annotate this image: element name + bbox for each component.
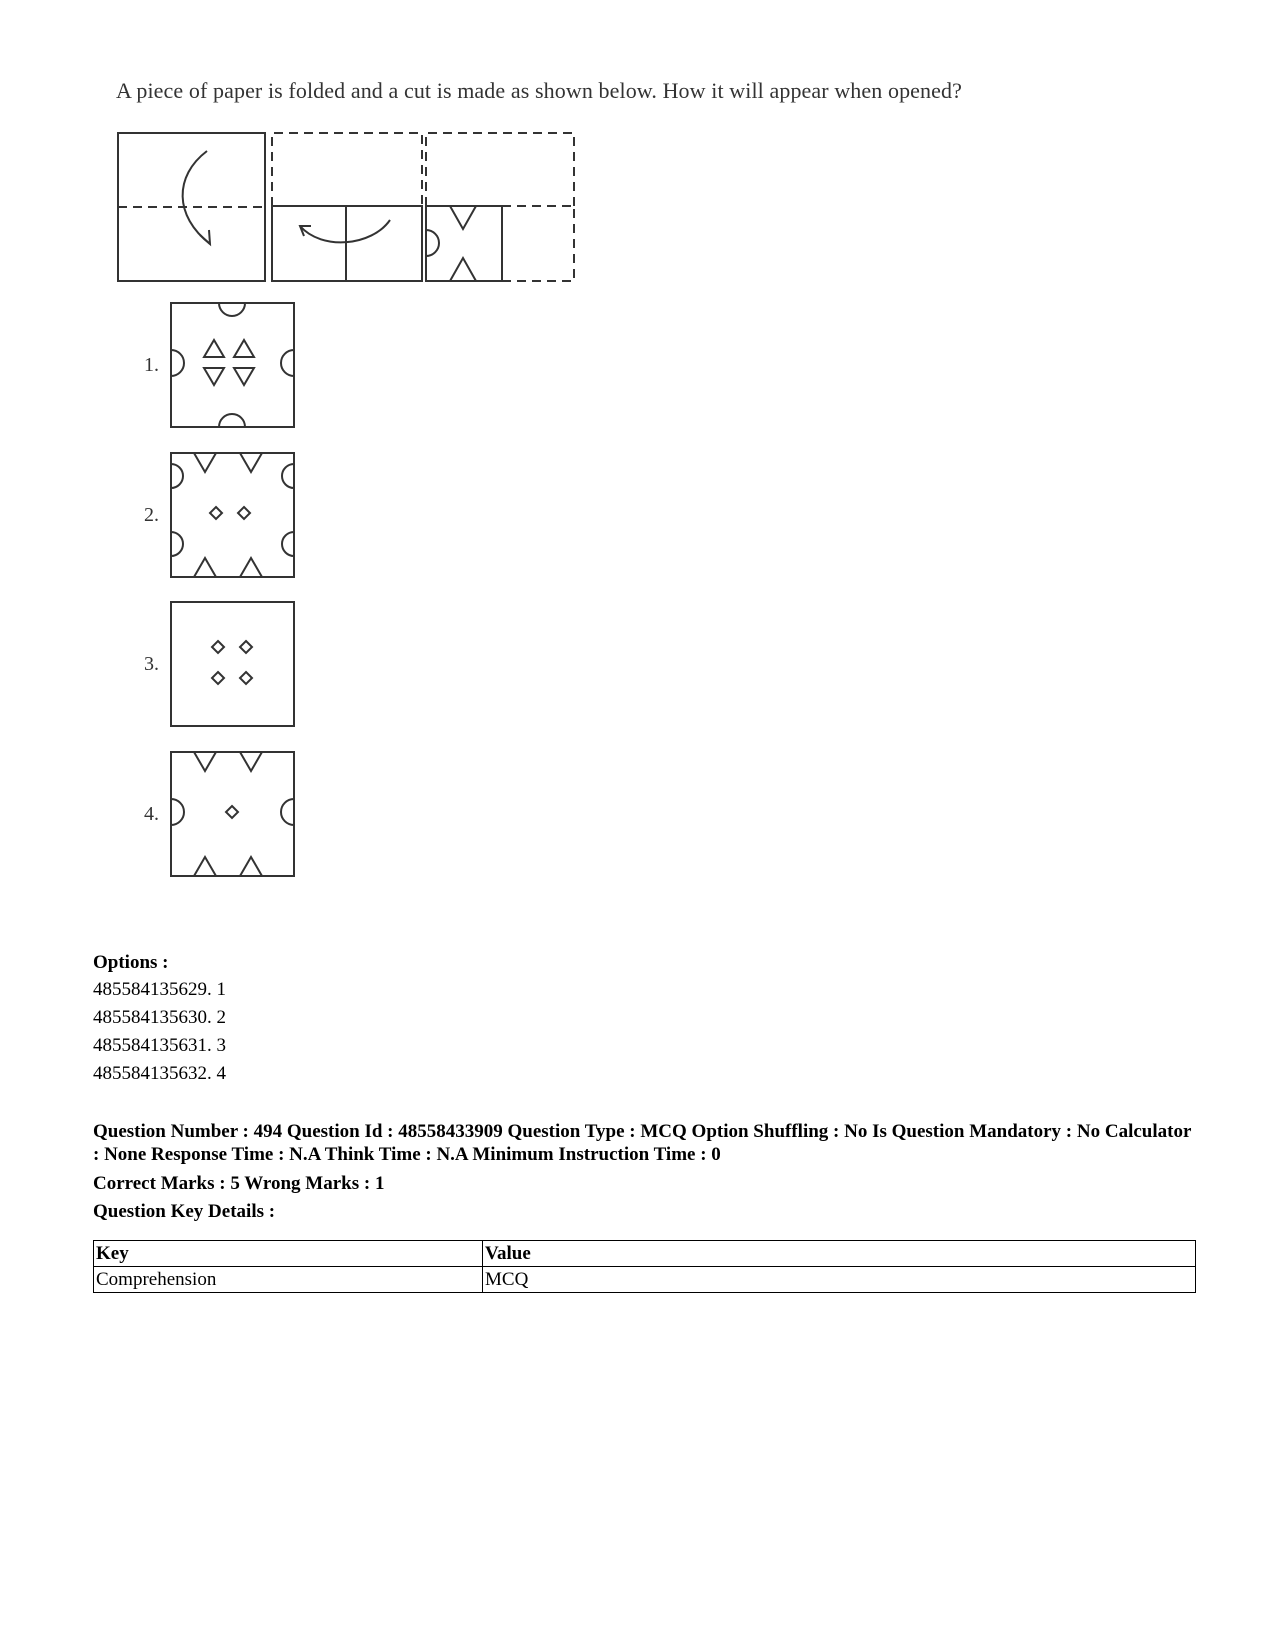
figure-number: 1.	[144, 354, 159, 376]
figure-number: 4.	[144, 803, 159, 825]
option-item-3[interactable]: 485584135631. 3	[93, 1035, 226, 1056]
option-item-2[interactable]: 485584135630. 2	[93, 1007, 226, 1028]
table-cell-key: Comprehension	[94, 1267, 483, 1293]
table-row	[94, 1267, 1196, 1293]
options-heading: Options :	[93, 952, 169, 973]
answer-figure-2-icon	[170, 452, 297, 580]
marks-line: Correct Marks : 5 Wrong Marks : 1	[93, 1173, 385, 1194]
option-item-4[interactable]: 485584135632. 4	[93, 1063, 226, 1084]
fold-sequence-figure	[112, 126, 597, 294]
question-text: A piece of paper is folded and a cut is made as shown below. How it will appear when opened?	[116, 78, 962, 103]
key-details-heading: Question Key Details :	[93, 1201, 276, 1222]
table-cell-value: MCQ	[483, 1267, 1196, 1293]
figure-number: 2.	[144, 504, 159, 526]
table-header-key: Key	[94, 1241, 483, 1267]
answer-figure-2	[135, 452, 305, 584]
figure-number: 3.	[144, 653, 159, 675]
question-meta: Question Number : 494 Question Id : 48558433909 Question Type : MCQ Option Shuffling : No Is Question Mandatory : No Calculator : None Response Time : N.A Think Time : N.A Minimum Instruction Time : 0	[93, 1121, 1192, 1165]
answer-figure-3-icon	[170, 601, 297, 729]
table-header-row	[94, 1241, 1196, 1267]
fold-step-3	[426, 133, 574, 281]
answer-figure-4	[135, 751, 305, 883]
option-item-1[interactable]: 485584135629. 1	[93, 979, 226, 1000]
fold-step-2	[272, 133, 422, 281]
answer-figure-4-icon	[170, 751, 297, 879]
table-header-value: Value	[483, 1241, 1196, 1267]
answer-figure-3	[135, 601, 305, 733]
key-table	[93, 1240, 1196, 1293]
fold-step-1	[118, 133, 265, 281]
answer-figure-1-icon	[170, 302, 297, 430]
answer-figure-1	[135, 302, 305, 434]
